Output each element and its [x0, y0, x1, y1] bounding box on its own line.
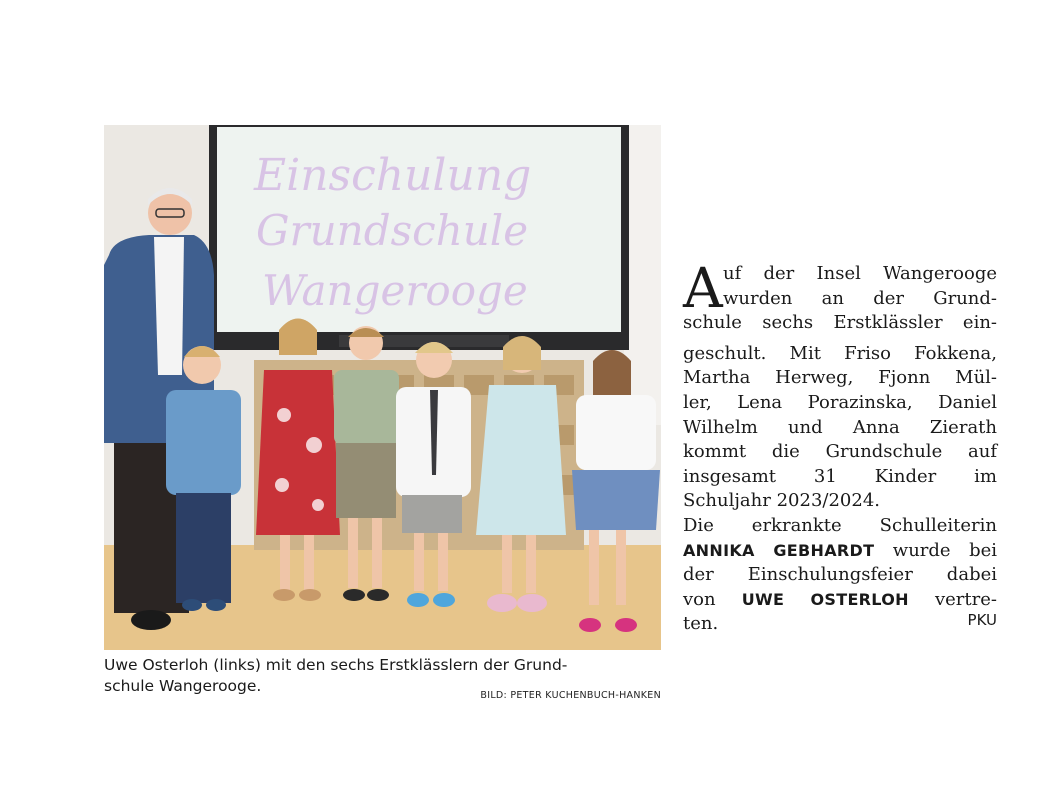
article-line: kommt die Grundschule auf: [683, 441, 997, 463]
article-body: [683, 256, 998, 637]
caption-line-1: Uwe Osterloh (links) mit den sechs Erstklässlern der Grund-: [104, 656, 568, 674]
article-line: wurden an der Grund-: [723, 287, 997, 309]
article-line: schule sechs Erstklässler ein-: [683, 312, 997, 334]
article-line: insgesamt 31 Kinder im: [683, 465, 997, 487]
board-text-line3: Wangerooge: [262, 266, 528, 315]
article-line: ten. PKU: [683, 612, 997, 637]
photo-caption: [104, 655, 661, 701]
article-line: ler, Lena Porazinska, Daniel: [683, 391, 997, 413]
article-line: der Einschulungsfeier dabei: [683, 564, 997, 586]
drop-cap: A: [683, 256, 723, 320]
person-name-osterloh: UWE OSTERLOH: [741, 589, 909, 609]
board-text-line2: Grundschule: [256, 206, 529, 255]
article-line: Wilhelm und Anna Zierath: [683, 416, 997, 438]
person-name-gebhardt: ANNIKA GEBHARDT: [683, 540, 875, 560]
board-text-line1: Einschulung: [254, 150, 532, 201]
article-line: von UWE OSTERLOH vertre-: [683, 588, 997, 610]
article-line: uf der Insel Wangerooge: [723, 263, 997, 284]
article-line: geschult. Mit Friso Fokkena,: [683, 342, 997, 364]
article-line: ANNIKA GEBHARDT wurde bei: [683, 539, 998, 561]
article-line: Schuljahr 2023/2024.: [683, 490, 880, 512]
article-line: Martha Herweg, Fjonn Mül-: [683, 367, 997, 389]
photo-illustration: [104, 125, 661, 650]
article-line: Die erkrankte Schulleiterin: [683, 514, 997, 536]
article-photo: [104, 125, 661, 650]
author-signature: PKU: [967, 611, 997, 630]
photo-credit: BILD: PETER KUCHENBUCH-HANKEN: [480, 690, 661, 701]
caption-line-2: schule Wangerooge.: [104, 677, 262, 695]
